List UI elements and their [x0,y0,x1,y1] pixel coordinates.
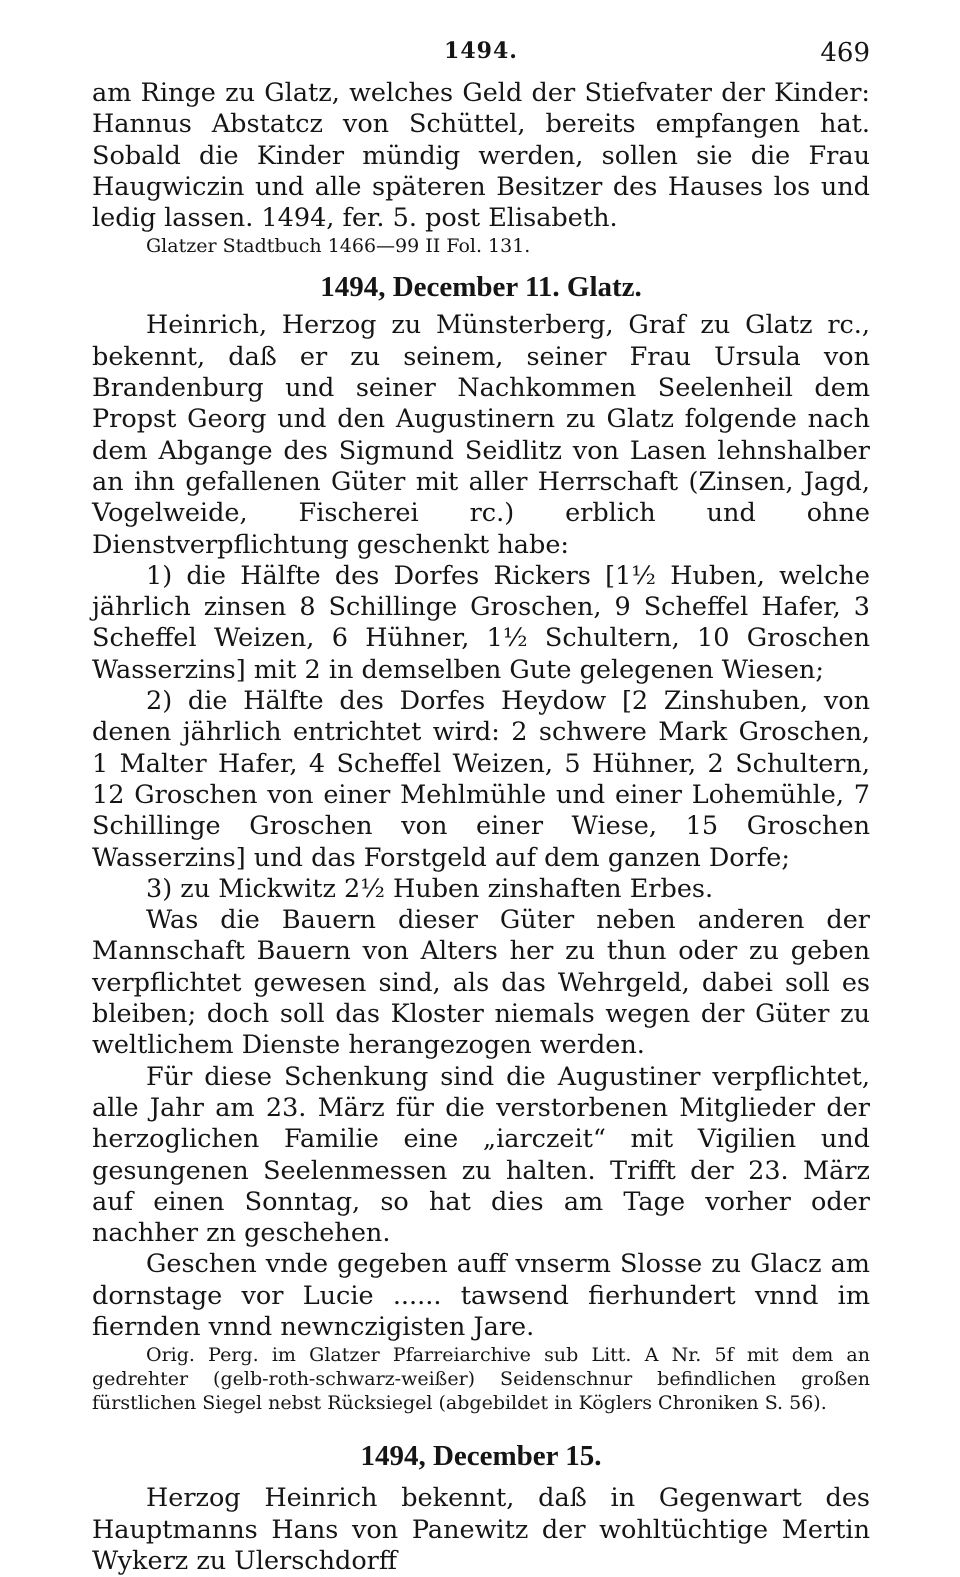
body-paragraph: Was die Bauern dieser Güter neben anderen der Mannschaft Bauern von Alters her zu thun oder zu geben verpflichtet gewesen sind, als das Wehrgeld, dabei soll es bleiben; doch soll das Kloster niemals wegen der Güter zu weltlichem Dienste herangezogen werden. [92,905,870,1061]
entry-intro-paragraph: Heinrich, Herzog zu Münsterberg, Graf zu Glatz rc., bekennt, daß er zu seinem, seiner Frau Ursula von Brandenburg und seiner Nachkommen Seelenheil dem Propst Georg und den Augustinern zu Glatz folgende nach dem Abgange des Sigmund Seidlitz von Lasen lehnshalber an ihn gefallenen Güter mit aller Herrschaft (Zinsen, Jagd, Vogelweide, Fischerei rc.) erblich und ohne Dienstverpflichtung geschenkt habe: [92,310,870,560]
body-paragraph: Für diese Schenkung sind die Augustiner verpflichtet, alle Jahr am 23. März für die verstorbenen Mitglieder der herzoglichen Familie eine „iarczeit“ mit Vigilien und gesungenen Seelenmessen zu halten. Trifft der 23. März auf einen Sonntag, so hat dies am Tage vorher oder nachher zn geschehen. [92,1061,870,1249]
entry-intro-paragraph: Herzog Heinrich bekennt, daß in Gegenwart des Hauptmanns Hans von Panewitz der wohltüchtige Mertin Wykerz zu Ulerschdorff [92,1483,870,1576]
list-item: 2) die Hälfte des Dorfes Heydow [2 Zinshuben, von denen jährlich entrichtet wird: 2 schwere Mark Groschen, 1 Malter Hafer, 4 Scheffel Weizen, 5 Hühner, 2 Schultern, 12 Groschen von einer Mehlmühle und einer Lohemühle, 7 Schillinge Groschen von einer Wiese, 15 Groschen Wasserzins] und das Forstgeld auf dem ganzen Dorfe; [92,686,870,873]
source-citation: Orig. Perg. im Glatzer Pfarreiarchive sub Litt. A Nr. 5f mit dem an gedrehter (gelb-roth-schwarz-weißer) Seidenschnur befindlichen großen fürstlichen Siegel nebst Rücksiegel (abgebildet in Köglers Chroniken S. 56). [92,1344,870,1415]
page [92,30,870,1577]
continuation-paragraph: am Ringe zu Glatz, welches Geld der Stiefvater der Kinder: Hannus Abstatcz von Schüttel, bereits empfangen hat. Sobald die Kinder mündig werden, sollen sie die Frau Haugwiczin und alle späteren Besitzer des Hauses los und ledig lassen. 1494, fer. 5. post Elisabeth. [92,78,870,234]
list-item: 1) die Hälfte des Dorfes Rickers [1½ Huben, welche jährlich zinsen 8 Schillinge Groschen, 9 Scheffel Hafer, 3 Scheffel Weizen, 6 Hühner, 1½ Schultern, 10 Groschen Wasserzins] mit 2 in demselben Gute gelegenen Wiesen; [92,560,870,685]
entry-heading: 1494, December 15. [360,1440,602,1473]
running-header-year: 1494. [444,38,518,64]
list-item: 3) zu Mickwitz 2½ Huben zinshaften Erbes. [146,873,714,904]
entry-heading: 1494, December 11. Glatz. [320,271,642,304]
document-body [92,78,870,1577]
source-citation: Glatzer Stadtbuch 1466—99 II Fol. 131. [146,235,531,258]
page-number: 469 [820,38,870,68]
running-header [92,30,870,78]
body-paragraph: Geschen vnde gegeben auff vnserm Slosse zu Glacz am dornstage vor Lucie ...... tawsend fierhundert vnnd im fiernden vnnd newnczigisten Jare. [92,1249,870,1342]
